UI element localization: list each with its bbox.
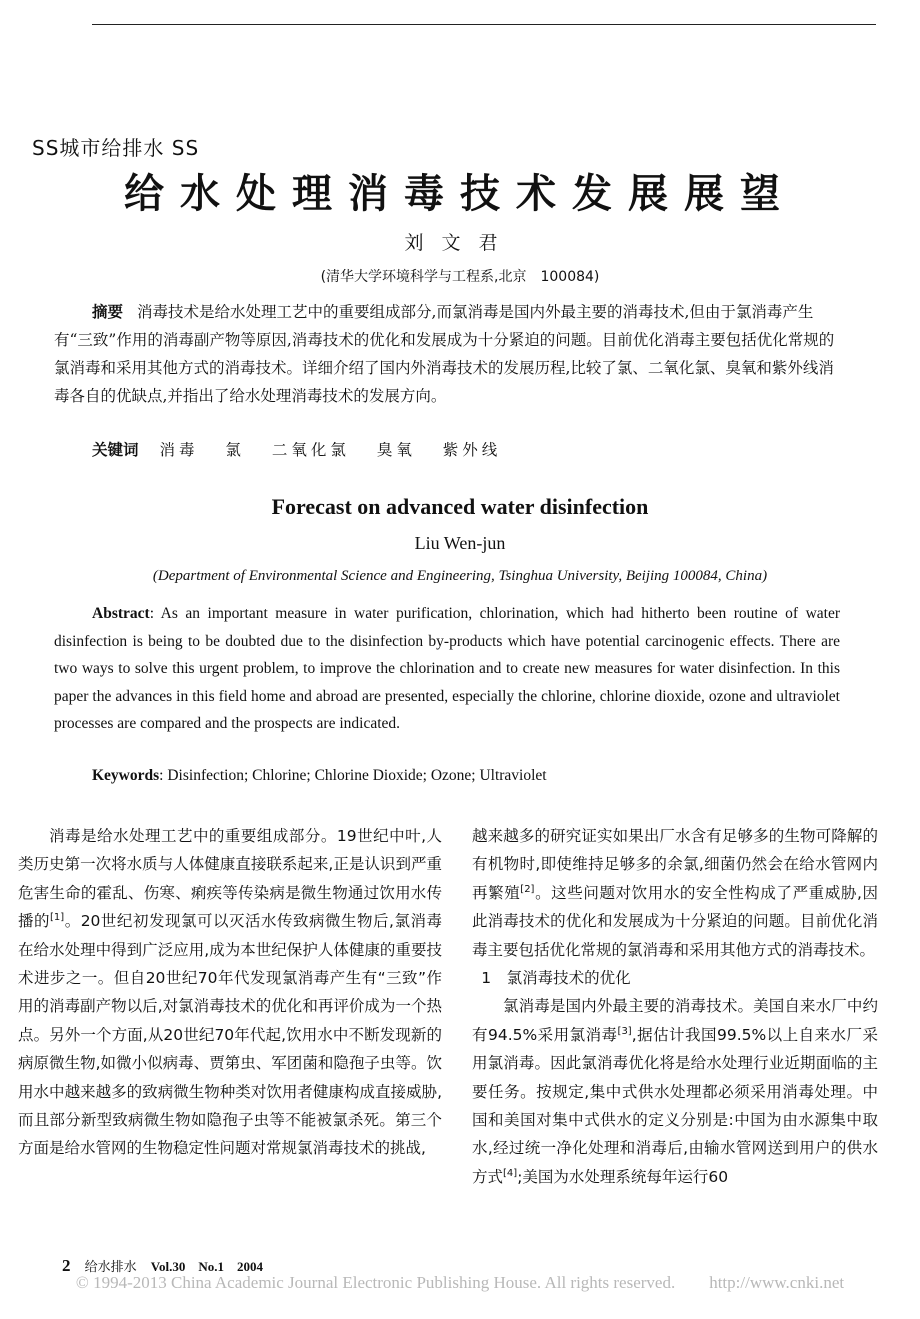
abstract-en-label: Abstract xyxy=(92,605,150,622)
abstract-cn xyxy=(54,298,846,410)
copyright-watermark: © 1994-2013 China Academic Journal Electronic Publishing House. All rights reserved. http://www.cnki.net xyxy=(75,1273,845,1292)
keyword-cn: 消毒 xyxy=(159,441,199,459)
keyword-cn: 二氧化氯 xyxy=(271,441,350,459)
page-title-cn: 给水处理消毒技术发展展望 xyxy=(124,171,796,217)
abstract-cn-text: 消毒技术是给水处理工艺中的重要组成部分,而氯消毒是国内外最主要的消毒技术,但由于氯消毒产生有“三致”作用的消毒副产物等原因,消毒技术的优化和发展成为十分紧迫的问题。目前优化消毒主要包括优化常规的氯消毒和采用其他方式的消毒技术。详细介绍了国内外消毒技术的发展历程,比较了氯、二氧化氯、臭氧和紫外线消毒各自的优缺点,并指出了给水处理消毒技术的发展方向。 xyxy=(54,303,835,405)
keywords-cn xyxy=(92,438,523,460)
keywords-cn-label: 关键词 xyxy=(92,441,139,459)
keywords-en xyxy=(92,767,547,785)
body-text: 。20世纪初发现氯可以灭活水传致病微生物后,氯消毒在给水处理中得到广泛应用,成为本世纪保护人体健康的重要技术进步之一。但自20世纪70年代发现氯消毒产生有“三致”作用的消毒副产物以后,对氯消毒技术的优化和再评价成为一个热点。另外一个方面,从20世纪70年代起,饮用水中不断发现新的病原微生物,如微小似病毒、贾第虫、军团菌和隐孢子虫等。饮用水中越来越多的致病微生物种类对饮用者健康构成直接威胁,而且部分新型致病微生物如隐孢子虫等不能被氯杀死。第三个方面是给水管网的生物稳定性问题对常规氯消毒技术的挑战, xyxy=(18,912,442,1158)
affiliation-cn: (清华大学环境科学与工程系,北京 100084) xyxy=(320,269,600,285)
body-paragraph xyxy=(472,992,878,1191)
citation-ref[interactable]: [3] xyxy=(617,1025,632,1037)
body-text: ,据估计我国99.5%以上自来水厂采用氯消毒。因此氯消毒优化将是给水处理行业近期面临的主要任务。按规定,集中式供水处理都必须采用消毒处理。中国和美国对集中式供水的定义分别是:中国为由水源集中取水,经过统一净化处理和消毒后,由输水管网送到用户的供水方式 xyxy=(472,1025,879,1186)
header-rule xyxy=(92,24,876,25)
body-column-right xyxy=(472,822,878,1191)
keywords-en-text: : Disinfection; Chlorine; Chlorine Dioxide; Ozone; Ultraviolet xyxy=(159,767,547,784)
citation-ref[interactable]: [4] xyxy=(503,1167,518,1179)
abstract-cn-label: 摘要 xyxy=(92,303,124,321)
body-paragraph xyxy=(472,822,878,964)
body-text: 越来越多的研究证实如果出厂水含有足够多的生物可降解的有机物时,即使维持足够多的余氯,细菌仍然会在给水管网内再繁殖 xyxy=(472,827,878,902)
body-text: 。这些问题对饮用水的安全性构成了严重威胁,因此消毒技术的优化和发展成为十分紧迫的问题。目前优化消毒主要包括优化常规的氯消毒和采用其他方式的消毒技术。 xyxy=(472,883,878,959)
keyword-cn: 紫外线 xyxy=(442,441,502,459)
author-cn: 刘文君 xyxy=(404,232,516,254)
body-column-left xyxy=(18,822,442,1163)
citation-ref[interactable]: [1] xyxy=(50,912,65,924)
body-paragraph xyxy=(18,822,442,1163)
author-en: Liu Wen-jun xyxy=(414,533,506,553)
body-text: 消毒是给水处理工艺中的重要组成部分。19世纪中叶,人类历史第一次将水质与人体健康直接联系起来,正是认识到严重危害生命的霍乱、伤寒、痢疾等传染病是微生物通过饮用水传播的 xyxy=(18,827,442,931)
page-title-en: Forecast on advanced water disinfection xyxy=(271,494,649,519)
keyword-cn: 氯 xyxy=(225,441,245,459)
keywords-en-label: Keywords xyxy=(92,767,160,784)
section-heading: 1 氯消毒技术的优化 xyxy=(481,969,631,988)
affiliation-en: (Department of Environmental Science and Engineering, Tsinghua University, Beijing 100084, China) xyxy=(152,568,768,584)
column-tag: ЅЅ城市给排水 ЅЅ xyxy=(32,136,200,160)
abstract-en xyxy=(54,600,840,738)
journal-volume: Vol.30 No.1 2004 xyxy=(150,1259,263,1274)
body-text: ;美国为水处理系统每年运行60 xyxy=(517,1167,729,1186)
page-number: 2 xyxy=(62,1256,71,1275)
body-text: 氯消毒是国内外最主要的消毒技术。美国自来水厂中约有94.5%采用氯消毒 xyxy=(472,997,878,1044)
citation-ref[interactable]: [2] xyxy=(520,883,535,895)
journal-name: 给水排水 xyxy=(84,1260,137,1275)
abstract-en-text: : As an important measure in water purification, chlorination, which had hitherto been routine of water disinfection is being to be doubted due to the disinfection by-products which have potential carcinogenic effects. There are two ways to solve this urgent problem, to improve the chlorination and to create new measures for water disinfection. In this paper the advances in this field home and abroad are presented, especially the chlorine, chlorine dioxide, ozone and ultraviolet processes are compared and the prospects are indicated. xyxy=(54,605,840,733)
keyword-cn: 臭氧 xyxy=(376,441,416,459)
